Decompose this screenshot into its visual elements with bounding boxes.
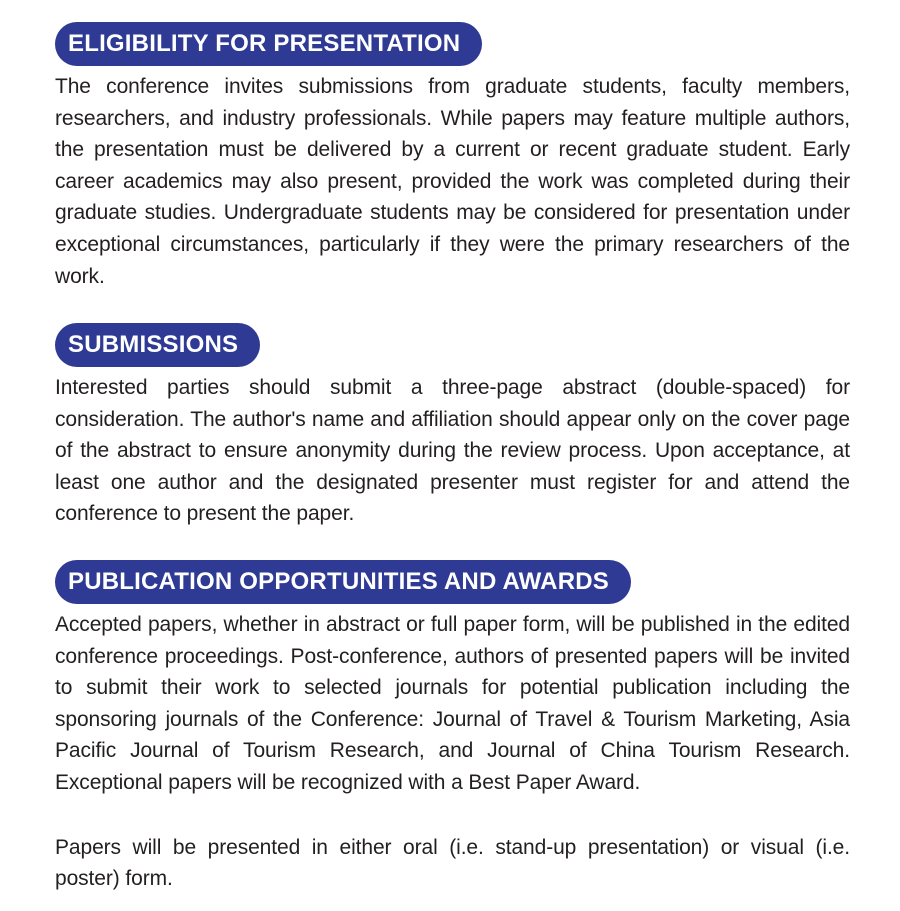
eligibility-paragraph: The conference invites submissions from graduate students, faculty members, researchers, and industry professionals. While papers may feature multiple authors, the presentation must be delivered by a current or recent graduate student. Early career academics may also present, provided the work was completed during their graduate studies. Undergraduate students may be considered for presentation under exceptional circumstances, particularly if they were the primary researchers of the work. [55, 75, 850, 288]
submissions-paragraph: Interested parties should submit a three-page abstract (double-spaced) for consideration. The author's name and affiliation should appear only on the cover page of the abstract to ensure anonymity during the review process. Upon acceptance, at least one author and the designated presenter must register for and attend the conference to present the paper. [55, 376, 850, 526]
section-heading-submissions: SUBMISSIONS [55, 323, 260, 367]
section-eligibility [55, 22, 850, 292]
section-submissions [55, 323, 850, 530]
publication-paragraph: Accepted papers, whether in abstract or full paper form, will be published in the edited conference proceedings. Post-conference, authors of presented papers will be invited to submit their work to selected journals for potential publication including the sponsoring journals of the Conference: Journal of Travel & Tourism Marketing, Asia Pacific Journal of Tourism Research, and Journal of China Tourism Research. Exceptional papers will be recognized with a Best Paper Award. [55, 613, 850, 794]
section-publication [55, 560, 850, 895]
presentation-format-paragraph: Papers will be presented in either oral (i.e. stand-up presentation) or visual (i.e. poster) form. [55, 835, 850, 891]
section-heading-publication: PUBLICATION OPPORTUNITIES AND AWARDS [55, 560, 631, 604]
paragraph-spacer [55, 799, 850, 832]
section-heading-eligibility: ELIGIBILITY FOR PRESENTATION [55, 22, 482, 66]
